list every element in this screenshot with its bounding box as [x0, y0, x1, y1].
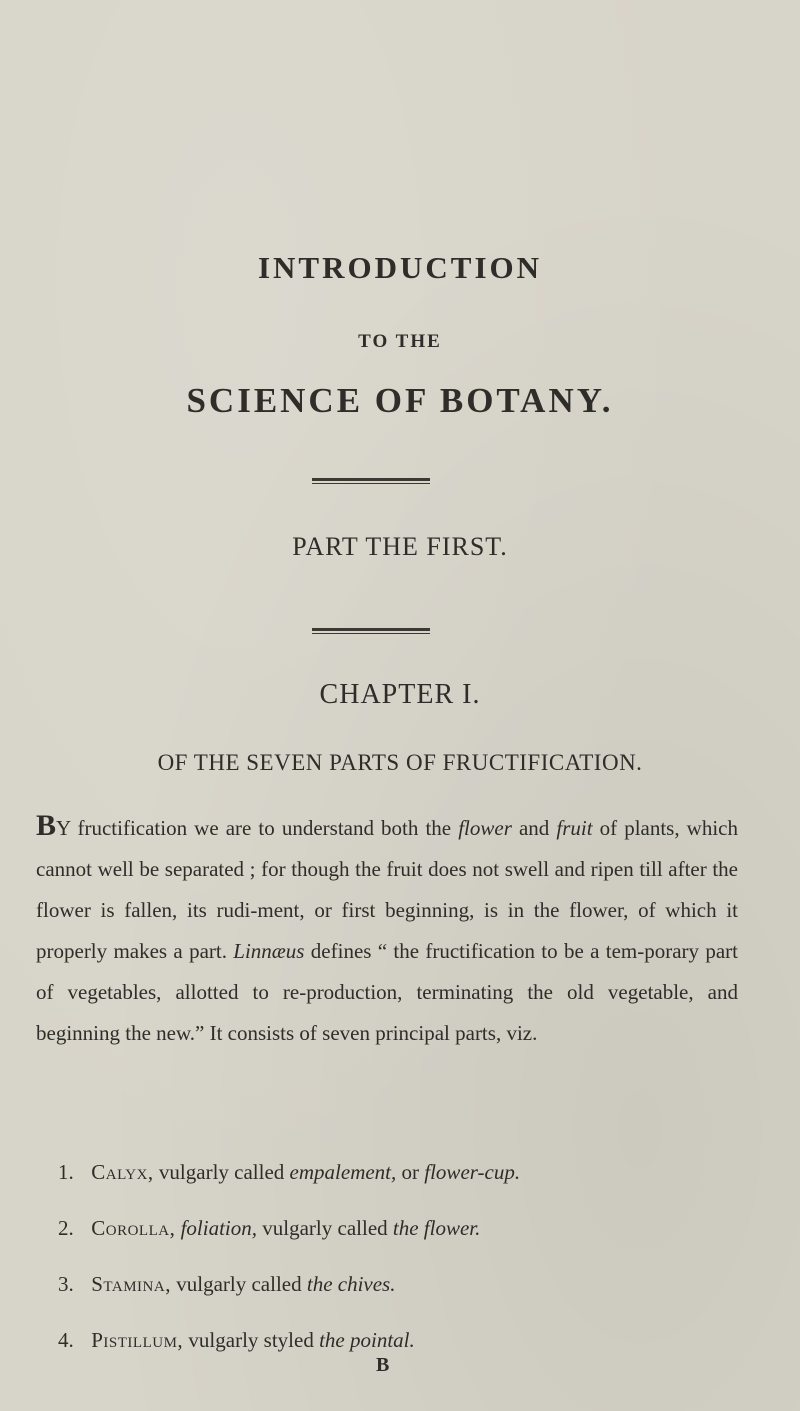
drop-cap: B [36, 809, 57, 842]
part-title: PART THE FIRST. [292, 532, 508, 561]
chapter-subtitle: OF THE SEVEN PARTS OF FRUCTIFICATION. [157, 750, 643, 775]
title-science-of-botany: SCIENCE OF BOTANY. [186, 381, 614, 420]
divider-rule [312, 478, 430, 484]
list-term: Calyx, [91, 1160, 154, 1184]
list-italic: the flower. [392, 1216, 481, 1240]
list-text: vulgarly styled [183, 1328, 320, 1352]
parts-list [58, 1144, 738, 1368]
list-number: 3. [58, 1272, 74, 1296]
chapter-title: CHAPTER I. [319, 679, 481, 710]
list-italic: empalement, [289, 1160, 397, 1184]
italic-term: fruit [556, 816, 593, 840]
list-text: vulgarly called [170, 1272, 307, 1296]
italic-name: Linnæus [233, 939, 305, 963]
divider-rule [312, 628, 430, 634]
list-number: 2. [58, 1216, 74, 1240]
list-number: 1. [58, 1160, 74, 1184]
list-italic: the pointal. [319, 1328, 415, 1352]
list-text: or [396, 1160, 425, 1184]
list-item [58, 1256, 738, 1312]
list-item [58, 1144, 738, 1200]
list-text: vulgarly called [257, 1216, 393, 1240]
list-term: Pistillum, [91, 1328, 184, 1352]
body-paragraph [36, 808, 738, 1054]
paragraph-text: and [511, 816, 557, 840]
list-term: Corolla, [91, 1216, 176, 1240]
list-text: vulgarly called [153, 1160, 290, 1184]
paragraph-text: Y fructification we are to understand both the [56, 816, 459, 840]
italic-term: flower [458, 816, 512, 840]
paragraph-text: defines “ the fructification to be a tem-porary part of vegetables, allotted to re-production, terminating the old vegetable, and beginning the new.” It consists of seven principal parts, viz. [36, 939, 738, 1045]
list-italic: flower-cup. [424, 1160, 521, 1184]
list-term: Stamina, [91, 1272, 171, 1296]
list-item [58, 1312, 738, 1368]
title-to-the: TO THE [358, 331, 442, 352]
list-italic: the chives. [306, 1272, 396, 1296]
list-item [58, 1200, 738, 1256]
signature-mark: B [376, 1354, 390, 1376]
title-introduction: INTRODUCTION [257, 250, 543, 285]
paragraph-text: of plants, which cannot well be separated ; for though the fruit does not swell and ripen till after the flower is fallen, its rudi-ment, or first beginning, is in the flower, of which it properly makes a part. [36, 816, 738, 963]
list-italic: foliation, [180, 1216, 258, 1240]
list-number: 4. [58, 1328, 74, 1352]
